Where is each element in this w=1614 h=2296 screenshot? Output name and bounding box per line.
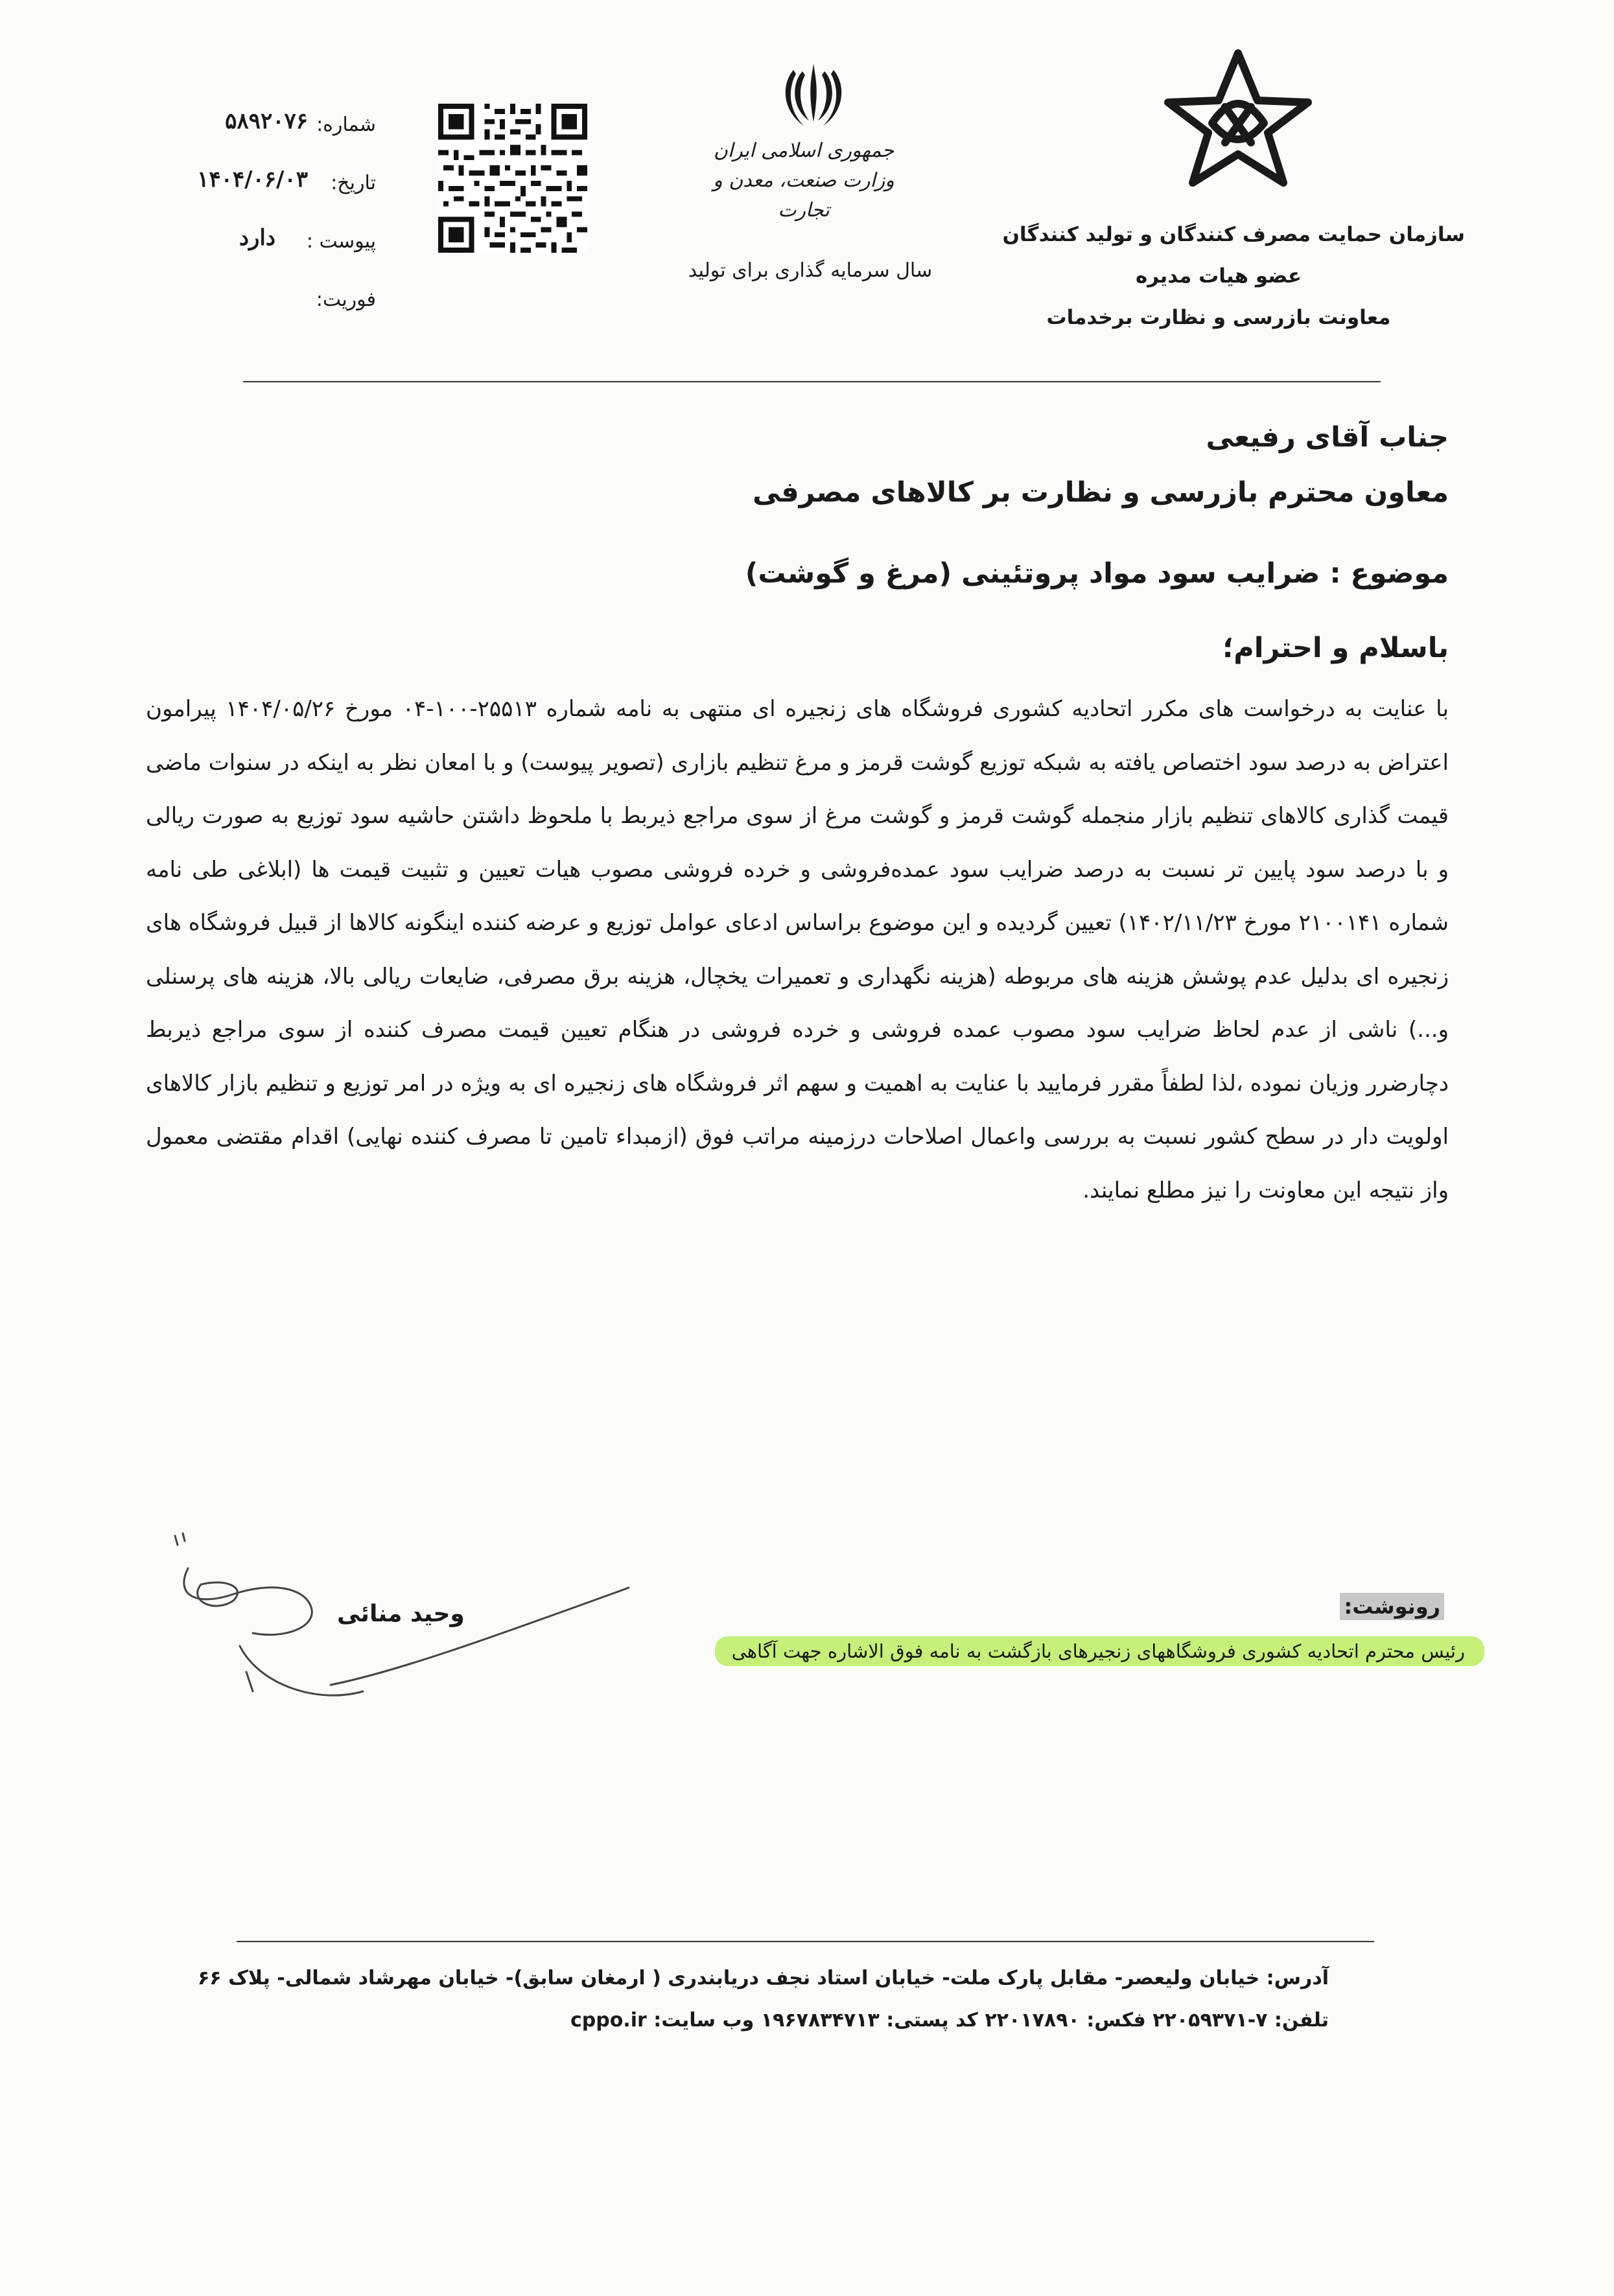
signer-name: وحید منائی bbox=[337, 1601, 465, 1627]
footer-divider bbox=[237, 1941, 1374, 1942]
footer-contact: تلفن: ۷-۲۲۰۵۹۳۷۱ فکس: ۲۲۰۱۷۸۹۰ کد پستی: ۱۹۶۷۸۳۴۷۱۳ وب سایت: cppo.ir bbox=[570, 2009, 1329, 2032]
ministry-block bbox=[687, 136, 920, 226]
letter-subject: موضوع : ضرایب سود مواد پروتئینی (مرغ و گوشت) bbox=[745, 557, 1449, 590]
urgency-label: فوریت: bbox=[316, 288, 376, 311]
date-value: ۱۴۰۴/۰۶/۰۳ bbox=[197, 167, 308, 192]
organization-logo bbox=[1160, 45, 1316, 194]
addressee-title: معاون محترم بازرسی و نظارت بر کالاهای مصرفی bbox=[753, 476, 1449, 509]
header-divider bbox=[243, 381, 1381, 382]
letter-meta bbox=[169, 108, 382, 347]
national-emblem-icon bbox=[778, 58, 849, 130]
attachment-value: دارد bbox=[239, 225, 275, 251]
organization-name-block bbox=[972, 214, 1465, 338]
qr-code bbox=[438, 104, 587, 253]
letter-body: با عنایت به درخواست های مکرر اتحادیه کشوری فروشگاه های زنجیره ای منتهی به نامه شماره ۲۵۵۱۳-۱۰۰-۰۴ مورخ ۱۴۰۴/۰۵/۲۶ پیرامون اعتراض به درصد سود اختصاص یافته به شبکه توزیع گوشت قرمز و مرغ تنظیم بازاری (تصویر پیوست) و با امعان نظر به اینکه در سنوات ماضی قیمت گذاری کالاهای تنظیم بازار منجمله گوشت قرمز و گوشت مرغ از سوی مراجع ذیربط با ملحوظ داشتن حاشیه سود توزیع به صورت ریالی و با درصد سود پایین تر نسبت به درصد ضرایب سود عمده‌فروشی و خرده فروشی مصوب هیات تعیین و تثبیت قیمت ها (ابلاغی طی نامه شماره ۲۱۰۰۱۴۱ مورخ ۱۴۰۲/۱۱/۲۳) تعیین گردیده و این موضوع براساس ادعای عوامل توزیع و عرضه کننده اینگونه کالاها از قبیل فروشگاه های زنجیره ای بدلیل عدم پوشش هزینه های مربوطه (هزینه نگهداری و تعمیرات یخچال، هزینه برق مصرفی، ضایعات ریالی بالا، هزینه های پرسنلی و...) ناشی از عدم لحاظ ضرایب سود مصوب عمده فروشی و خرده فروشی در هنگام تعیین قیمت مصرف کننده از سوی مراجع ذیربط دچارضرر وزیان نموده ،لذا لطفاً مقرر فرمایید با عنایت به اهمیت و سهم اثر فروشگاه های زنجیره ای به ویژه در امر توزیع و تنظیم بازار کالاهای اولویت دار در سطح کشور نسبت به بررسی واعمال اصلاحات درزمینه مراتب فوق (ازمبداء تامین تا مصرف کننده نهایی) اقدام مقتضی معمول واز نتیجه این معاونت را نیز مطلع نمایند. bbox=[146, 696, 1449, 1203]
deputy-title: معاونت بازرسی و نظارت برخدمات bbox=[1046, 306, 1391, 329]
attachment-label: پیوست : bbox=[306, 230, 376, 253]
year-slogan: سال سرمایه گذاری برای تولید bbox=[688, 259, 933, 282]
ministry-name: وزارت صنعت، معدن و تجارت bbox=[713, 169, 895, 222]
cc-label: رونوشت: bbox=[1340, 1593, 1444, 1620]
addressee: جناب آقای رفیعی bbox=[1206, 421, 1449, 454]
number-label: شماره: bbox=[316, 113, 376, 136]
country-name: جمهوری اسلامی ایران bbox=[713, 139, 895, 162]
footer-address: آدرس: خیابان ولیعصر- مقابل پارک ملت- خیابان استاد نجف دریابندری ( ارمغان سابق)- خیابان مهرشاد شمالی- پلاک ۶۶ bbox=[198, 1967, 1329, 1989]
organization-name: سازمان حمایت مصرف کنندگان و تولید کنندگان bbox=[1002, 223, 1465, 246]
board-member-title: عضو هیات مدیره bbox=[1135, 264, 1302, 288]
number-value: ۵۸۹۲۰۷۶ bbox=[225, 108, 308, 134]
cc-recipient: رئیس محترم اتحادیه کشوری فروشگاههای زنجیرهای بازگشت به نامه فوق الاشاره جهت آگاهی bbox=[715, 1636, 1484, 1666]
greeting: باسلام و احترام؛ bbox=[1222, 632, 1449, 664]
date-label: تاریخ: bbox=[331, 172, 376, 194]
